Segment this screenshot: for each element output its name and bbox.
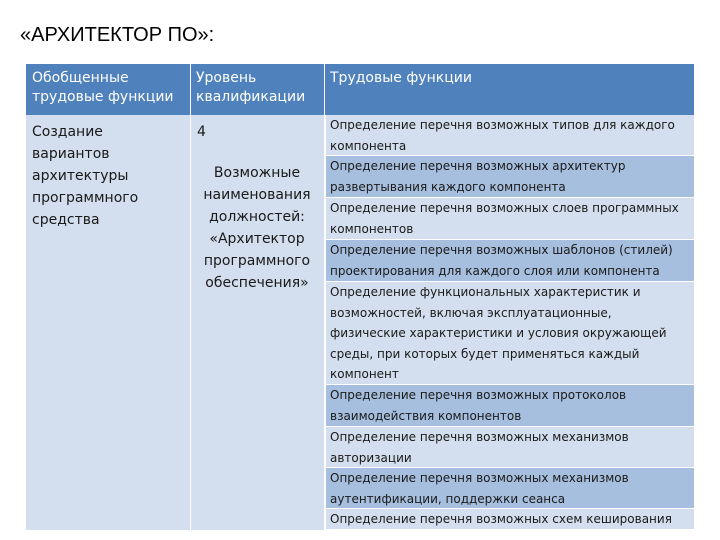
table-body — [26, 115, 694, 530]
table-row: Определение перечня возможных шаблонов (стилей) проектирования для каждого слоя или компонента — [326, 240, 694, 282]
header-qualification-level: Уровень квалификации — [196, 70, 306, 105]
qualification-level-cell: 4 — [197, 124, 206, 140]
position-names-cell: Возможные наименования должностей: «Архитектор программного обеспечения» — [203, 165, 311, 291]
left-columns-block — [26, 115, 324, 530]
column-divider — [324, 64, 325, 530]
table-row: Определение перечня возможных слоев программных компонентов — [326, 198, 694, 240]
labor-functions-list — [326, 115, 694, 530]
table-header — [26, 64, 694, 115]
table-row: Определение перечня возможных механизмов аутентификации, поддержки сеанса — [326, 468, 694, 509]
general-function-cell: Создание вариантов архитектуры программного средства — [32, 124, 139, 228]
table-row: Определение перечня возможных механизмов авторизации — [326, 427, 694, 468]
table-row: Определение функциональных характеристик и возможностей, включая эксплуатационные, физические характеристики и условия окружающей среды, при которых будет применяться каждый компонент — [326, 282, 694, 385]
table-row: Определение перечня возможных протоколов взаимодействия компонентов — [326, 385, 694, 427]
header-labor-functions: Трудовые функции — [330, 70, 472, 86]
table-row: Определение перечня возможных схем кеширования — [326, 509, 694, 530]
qualification-table — [26, 64, 694, 530]
table-row: Определение перечня возможных архитектур развертывания каждого компонента — [326, 156, 694, 198]
slide-title: «АРХИТЕКТОР ПО»: — [20, 24, 215, 46]
column-divider — [190, 64, 191, 530]
table-row: Определение перечня возможных типов для каждого компонента — [326, 115, 694, 156]
header-general-functions: Обобщенные трудовые функции — [32, 70, 174, 105]
